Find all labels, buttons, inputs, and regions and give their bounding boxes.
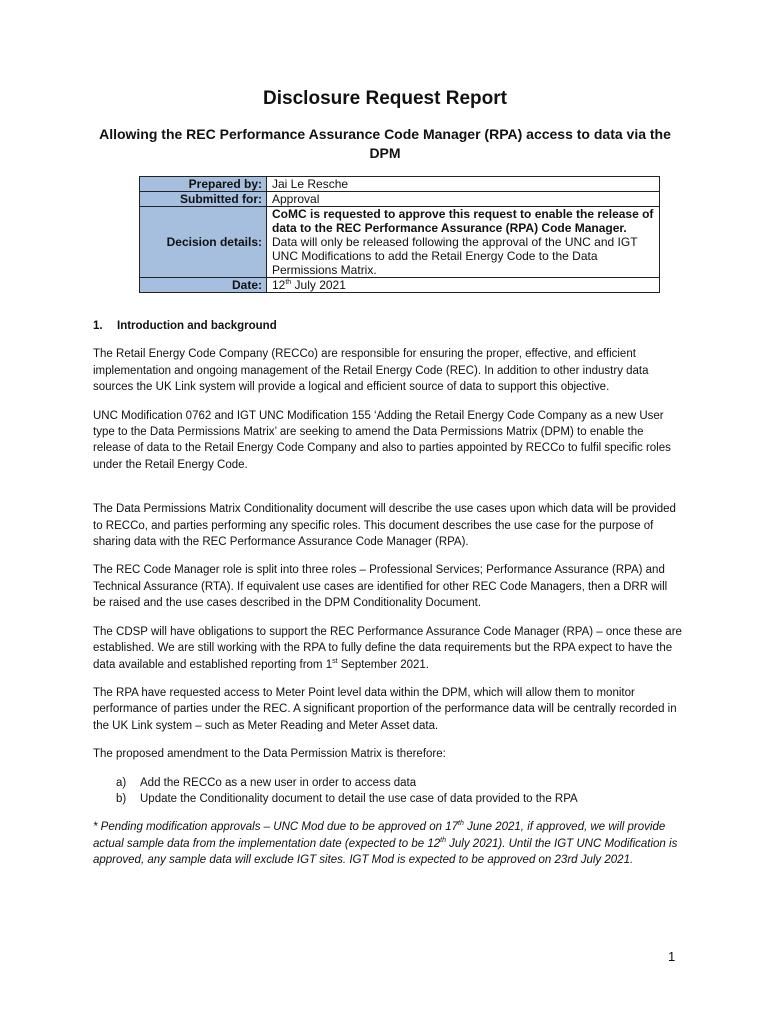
note-sup-1: th [458,820,464,828]
note-text-c: July 2021). Until the IGT UNC Modification is approved, any sample data will exclude IGT sites. IGT Mod is expected to be approved on 23rd July 2021. [93,837,678,867]
paragraph-4: The REC Code Manager role is split into three roles – Professional Services; Performance Assurance (RPA) and Technical Assurance (RTA). If equivalent use cases are identified for other REC Code Managers, then a DRR will be raised and the use cases described in the DPM Conditionality Document. [93,564,668,610]
list-item [93,775,683,791]
list-item [93,791,683,807]
paragraph-3: The Data Permissions Matrix Conditionality document will describe the use cases upon which data will be provided to RECCo, and parties performing any specific roles. This document describes the use case for the purpose of sharing data with the REC Performance Assurance Code Manager (RPA). [93,503,676,549]
document-body [93,318,683,881]
paragraph-5-sup: st [332,657,338,665]
section-heading [93,318,683,334]
submitted-label: Submitted for: [140,192,267,207]
spacer [93,485,683,501]
decision-value [267,207,660,278]
prepared-value: Jai Le Resche [267,177,660,192]
section-title: Introduction and background [117,320,277,332]
section-number: 1. [93,320,103,332]
list-marker: a) [116,776,127,789]
note-text-b: June 2021, if approved, we will provide actual sample data from the implementation date (expected to be 12 [93,821,666,850]
paragraph-5 [93,624,683,673]
decision-label: Decision details: [140,207,267,278]
report-details-table [139,176,660,293]
decision-bold-text: CoMC is requested to approve this request to enable the release of data to the REC Performance Assurance (RPA) Code Manager. [272,207,654,235]
paragraph-6: The RPA have requested access to Meter Point level data within the DPM, which will allow them to monitor performance of parties under the REC. A significant proportion of the performance data will be centrally recorded in the UK Link system – such as Meter Reading and Meter Asset data. [93,686,677,732]
date-day: 12 [272,278,286,292]
date-suffix: th [285,279,292,286]
list-text: Update the Conditionality document to detail the use case of data provided to the RPA [140,792,578,805]
paragraph-2: UNC Modification 0762 and IGT UNC Modification 155 ‘Adding the Retail Energy Code Company as a new User type to the Data Permissions Matrix’ are seeking to amend the Data Permissions Matrix (DPM) to enable the release of data to the Retail Energy Code Company and also to parties appointed by RECCo to fulfil specific roles under the Retail Energy Code. [93,409,671,471]
note-sup-2: th [440,836,446,844]
paragraph-7: The proposed amendment to the Data Permission Matrix is therefore: [93,748,446,761]
pending-approvals-note [93,819,683,868]
list-marker: b) [116,792,127,805]
paragraph-5-text-a: The CDSP will have obligations to support the REC Performance Assurance Code Manager (RPA) – once these are established. We are still working with the RPA to fully define the data requirements but the RPA expect to have the data available and established reporting from 1 [93,625,682,671]
prepared-label: Prepared by: [140,177,267,192]
note-text-a: * Pending modification approvals – UNC Mod due to be approved on 17 [93,821,459,834]
submitted-row [140,192,660,207]
paragraph-5-text-b: September 2021. [337,658,429,671]
list-text: Add the RECCo as a new user in order to access data [140,776,417,789]
date-value [267,278,660,293]
decision-row [140,207,660,278]
date-label: Date: [140,278,267,293]
submitted-value: Approval [267,192,660,207]
page-number: 1 [668,949,676,964]
amendment-list [93,775,683,808]
date-month-year: July 2021 [291,278,346,292]
prepared-row [140,177,660,192]
date-row [140,278,660,293]
page-subtitle: Allowing the REC Performance Assurance Code Manager (RPA) access to data via the DPM [99,126,671,161]
page-title: Disclosure Request Report [263,88,507,109]
decision-text: Data will only be released following the approval of the UNC and IGT UNC Modifications to add the Retail Energy Code to the Data Permissions Matrix. [272,235,638,277]
paragraph-1: The Retail Energy Code Company (RECCo) are responsible for ensuring the proper, effective, and efficient implementation and ongoing management of the Retail Energy Code (REC). In addition to other industry data sources the UK Link system will provide a logical and efficient source of data to support this objective. [93,348,649,394]
